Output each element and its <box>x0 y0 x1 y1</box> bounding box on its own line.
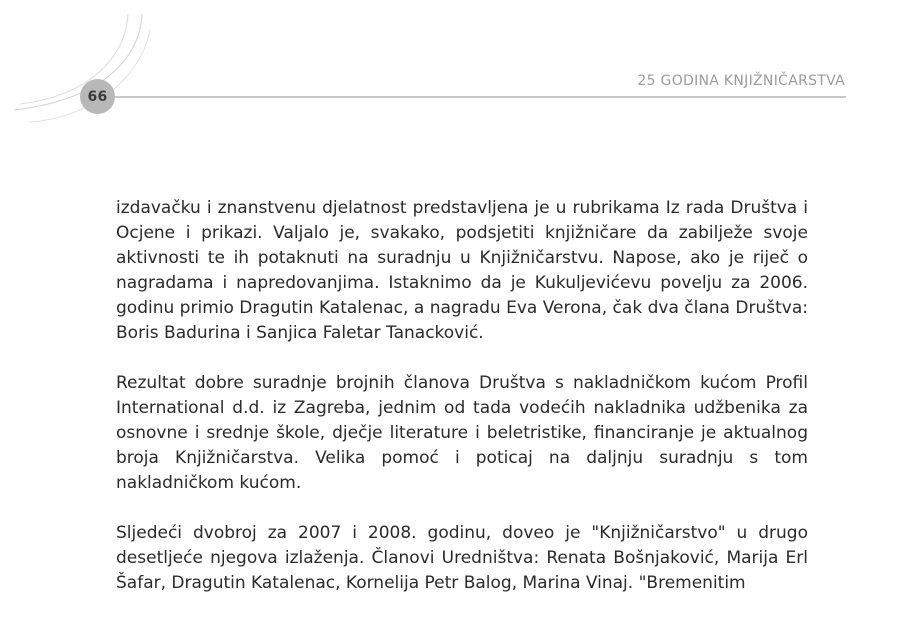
header-rule <box>112 96 846 98</box>
paragraph-1: izdavačku i znanstvenu djelatnost predstavljena je u rubrikama Iz rada Društva i Ocjene i prikazi. Valjalo je, svakako, podsjetiti knjižničare da zabilježe svoje aktivnosti te ih potaknuti na suradnju u Knjižničarstvu. Napose, ako je riječ o nagradama i napredovanjima. Istaknimo da je Kukuljevićevu povelju za 2006. godinu primio Dragutin Katalenac, a nagradu Eva Verona, čak dva člana Društva: Boris Badurina i Sanjica Faletar Tanacković. <box>116 198 808 343</box>
decorative-arcs <box>0 0 200 140</box>
running-header-title: 25 GODINA KNJIŽNIČARSTVA <box>637 73 845 89</box>
page-number: 66 <box>87 88 108 105</box>
body-text <box>116 196 808 621</box>
paragraph-3: Sljedeći dvobroj za 2007 i 2008. godinu, doveo je "Knjižničarstvo" u drugo desetljeće njegova izlaženja. Članovi Uredništva: Renata Bošnjaković, Marija Erl Šafar, Dragutin Katalenac, Kornelija Petr Balog, Marina Vinaj. "Bremenitim <box>116 523 808 593</box>
paragraph-2: Rezultat dobre suradnje brojnih članova Društva s nakladničkom kućom Profil International d.d. iz Zagreba, jednim od tada vodećih nakladnika udžbenika za osnovne i srednje škole, dječje literature i beletristike, financiranje je aktualnog broja Knjižničarstva. Velika pomoć i poticaj na daljnju suradnju s tom nakladničkom kućom. <box>116 373 808 493</box>
page-number-badge <box>80 79 115 114</box>
